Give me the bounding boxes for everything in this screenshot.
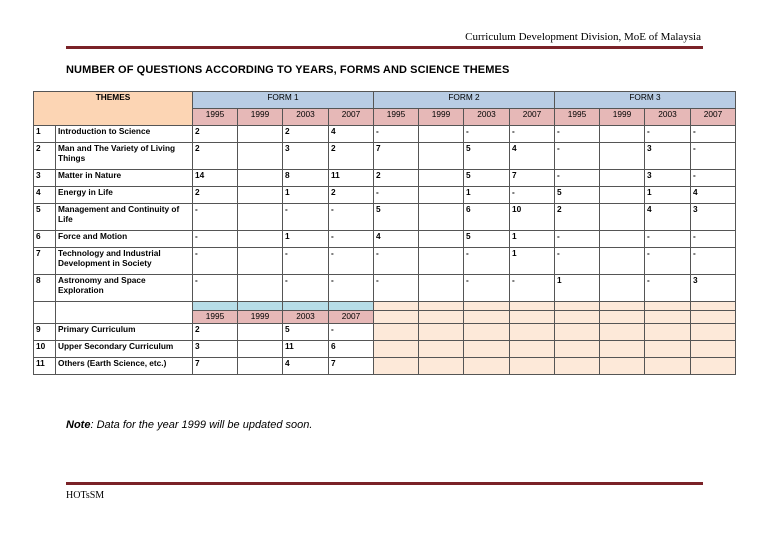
value-cell: - [555, 143, 600, 170]
value-cell: 11 [329, 170, 374, 187]
value-cell: - [464, 248, 510, 275]
value-cell: 4 [329, 126, 374, 143]
blank-cell [374, 341, 419, 358]
year-header: 2007 [510, 109, 555, 126]
value-cell: 2 [329, 187, 374, 204]
value-cell: - [691, 248, 736, 275]
blank-cell [419, 311, 464, 324]
value-cell: - [374, 187, 419, 204]
value-cell: - [691, 231, 736, 248]
value-cell: - [283, 275, 329, 302]
row-number: 7 [34, 248, 56, 275]
value-cell: 2 [555, 204, 600, 231]
value-cell: - [283, 248, 329, 275]
value-cell: 1 [283, 187, 329, 204]
blank-cell [464, 358, 510, 375]
value-cell: 5 [374, 204, 419, 231]
value-cell: - [329, 231, 374, 248]
value-cell: - [374, 126, 419, 143]
value-cell: - [193, 248, 238, 275]
value-cell: 5 [464, 170, 510, 187]
blank-cell [464, 324, 510, 341]
value-cell: 6 [329, 341, 374, 358]
value-cell: - [283, 204, 329, 231]
table-row [34, 275, 736, 302]
value-cell: - [645, 248, 691, 275]
value-cell: 8 [283, 170, 329, 187]
table-row [34, 204, 736, 231]
blank-cell [691, 311, 736, 324]
blank-cell [374, 311, 419, 324]
value-cell: 3 [691, 275, 736, 302]
value-cell: 1 [645, 187, 691, 204]
year-header: 2003 [464, 109, 510, 126]
form-header: FORM 2 [374, 92, 555, 109]
footer-text: HOTsSM [66, 490, 105, 501]
theme-name: Upper Secondary Curriculum [56, 341, 193, 358]
value-cell: - [374, 248, 419, 275]
value-cell [600, 275, 645, 302]
row-number: 1 [34, 126, 56, 143]
value-cell: 10 [510, 204, 555, 231]
blank-cell [600, 341, 645, 358]
row-number: 4 [34, 187, 56, 204]
blank-cell [600, 324, 645, 341]
theme-name: Man and The Variety of Living Things [56, 143, 193, 170]
year-header: 1999 [419, 109, 464, 126]
blank-cell [374, 358, 419, 375]
blank-cell [464, 311, 510, 324]
blank-cell [645, 341, 691, 358]
blank-cell [645, 324, 691, 341]
theme-name: Management and Continuity of Life [56, 204, 193, 231]
blank-cell [510, 311, 555, 324]
value-cell: - [193, 231, 238, 248]
form-header: FORM 1 [193, 92, 374, 109]
header-organization: Curriculum Development Division, MoE of Malaysia [465, 31, 701, 43]
blank-cell [510, 358, 555, 375]
value-cell: 7 [374, 143, 419, 170]
blank-cell [510, 324, 555, 341]
year-header: 1999 [600, 109, 645, 126]
sub-header-spacer-row [34, 302, 736, 311]
value-cell: 4 [283, 358, 329, 375]
value-cell: 2 [193, 126, 238, 143]
row-number: 9 [34, 324, 56, 341]
value-cell: 2 [283, 126, 329, 143]
value-cell: 3 [193, 341, 238, 358]
value-cell [238, 248, 283, 275]
blank-cell [600, 302, 645, 311]
value-cell: 1 [510, 248, 555, 275]
value-cell: 2 [329, 143, 374, 170]
blank-cell [374, 302, 419, 311]
note-label: Note [66, 419, 91, 431]
value-cell: 2 [193, 324, 238, 341]
blank-cell [645, 358, 691, 375]
value-cell [600, 187, 645, 204]
value-cell: 11 [283, 341, 329, 358]
value-cell: 7 [193, 358, 238, 375]
value-cell [419, 143, 464, 170]
blank-cell [645, 302, 691, 311]
year-header: 1999 [238, 311, 283, 324]
questions-table [33, 91, 736, 375]
value-cell: - [374, 275, 419, 302]
value-cell: 3 [645, 170, 691, 187]
year-header: 2007 [329, 109, 374, 126]
value-cell: - [510, 126, 555, 143]
value-cell [238, 204, 283, 231]
value-cell: - [329, 275, 374, 302]
value-cell: - [193, 204, 238, 231]
value-cell: - [645, 231, 691, 248]
table-row [34, 187, 736, 204]
value-cell: 2 [193, 143, 238, 170]
value-cell: - [691, 143, 736, 170]
value-cell [238, 324, 283, 341]
theme-name: Primary Curriculum [56, 324, 193, 341]
value-cell [419, 204, 464, 231]
value-cell [238, 275, 283, 302]
blank-cell [510, 302, 555, 311]
note-text: : Data for the year 1999 will be updated soon. [90, 419, 313, 431]
value-cell [238, 231, 283, 248]
blank-cell [555, 324, 600, 341]
blank-cell [419, 358, 464, 375]
blank-cell [419, 302, 464, 311]
value-cell: - [555, 248, 600, 275]
value-cell [238, 126, 283, 143]
value-cell: 14 [193, 170, 238, 187]
value-cell [600, 143, 645, 170]
value-cell: 1 [510, 231, 555, 248]
value-cell: - [464, 126, 510, 143]
value-cell [419, 248, 464, 275]
value-cell [419, 231, 464, 248]
year-header: 1995 [374, 109, 419, 126]
form-header: FORM 3 [555, 92, 736, 109]
value-cell: 1 [464, 187, 510, 204]
note [66, 419, 312, 431]
blank-cell [645, 311, 691, 324]
year-header: 2003 [645, 109, 691, 126]
value-cell: - [645, 126, 691, 143]
value-cell: - [510, 187, 555, 204]
value-cell: - [555, 170, 600, 187]
row-number: 2 [34, 143, 56, 170]
value-cell: - [329, 204, 374, 231]
value-cell [419, 187, 464, 204]
value-cell: - [645, 275, 691, 302]
themes-header: THEMES [34, 92, 193, 126]
value-cell [600, 126, 645, 143]
footer-rule [66, 482, 703, 485]
theme-name: Force and Motion [56, 231, 193, 248]
value-cell [600, 231, 645, 248]
blank-cell [600, 311, 645, 324]
value-cell [238, 187, 283, 204]
blank-cell [555, 341, 600, 358]
value-cell [238, 143, 283, 170]
blank-cell [691, 358, 736, 375]
value-cell: 7 [329, 358, 374, 375]
table-row [34, 231, 736, 248]
blank-cell [691, 341, 736, 358]
table-row [34, 248, 736, 275]
blank-cell [193, 302, 238, 311]
blank-cell [34, 302, 56, 324]
year-header: 2007 [329, 311, 374, 324]
blank-cell [555, 311, 600, 324]
value-cell [238, 170, 283, 187]
value-cell: 3 [691, 204, 736, 231]
row-number: 3 [34, 170, 56, 187]
value-cell: 4 [691, 187, 736, 204]
year-header: 2003 [283, 109, 329, 126]
blank-cell [374, 324, 419, 341]
value-cell: 4 [645, 204, 691, 231]
row-number: 6 [34, 231, 56, 248]
value-cell: 3 [283, 143, 329, 170]
year-header: 1995 [555, 109, 600, 126]
theme-name: Energy in Life [56, 187, 193, 204]
value-cell: 1 [555, 275, 600, 302]
theme-name: Others (Earth Science, etc.) [56, 358, 193, 375]
value-cell: 4 [374, 231, 419, 248]
blank-cell [419, 324, 464, 341]
value-cell [600, 248, 645, 275]
blank-cell [691, 302, 736, 311]
value-cell: 2 [193, 187, 238, 204]
row-number: 8 [34, 275, 56, 302]
theme-name: Astronomy and Space Exploration [56, 275, 193, 302]
value-cell: - [329, 324, 374, 341]
year-header: 2007 [691, 109, 736, 126]
value-cell [419, 126, 464, 143]
value-cell [419, 170, 464, 187]
value-cell: - [691, 170, 736, 187]
table-row [34, 341, 736, 358]
table-row [34, 324, 736, 341]
theme-name: Technology and Industrial Development in Society [56, 248, 193, 275]
value-cell: 5 [464, 231, 510, 248]
value-cell: 5 [464, 143, 510, 170]
value-cell: - [691, 126, 736, 143]
blank-cell [510, 341, 555, 358]
value-cell: 4 [510, 143, 555, 170]
value-cell: - [193, 275, 238, 302]
value-cell: 2 [374, 170, 419, 187]
value-cell: 5 [555, 187, 600, 204]
table-row [34, 126, 736, 143]
value-cell [419, 275, 464, 302]
value-cell: - [555, 126, 600, 143]
year-header: 1995 [193, 109, 238, 126]
blank-cell [283, 302, 329, 311]
value-cell: 7 [510, 170, 555, 187]
blank-cell [464, 302, 510, 311]
table-row [34, 143, 736, 170]
blank-cell [464, 341, 510, 358]
row-number: 5 [34, 204, 56, 231]
value-cell: 3 [645, 143, 691, 170]
year-header: 1995 [193, 311, 238, 324]
theme-name: Matter in Nature [56, 170, 193, 187]
value-cell [600, 204, 645, 231]
value-cell: 6 [464, 204, 510, 231]
value-cell: 5 [283, 324, 329, 341]
table-row [34, 358, 736, 375]
header-rule [66, 46, 703, 49]
value-cell [238, 341, 283, 358]
row-number: 10 [34, 341, 56, 358]
blank-cell [691, 324, 736, 341]
value-cell: - [510, 275, 555, 302]
value-cell: - [464, 275, 510, 302]
header-row-forms [34, 92, 736, 109]
value-cell: 1 [283, 231, 329, 248]
blank-cell [555, 302, 600, 311]
blank-cell [238, 302, 283, 311]
year-header: 2003 [283, 311, 329, 324]
document-title: NUMBER OF QUESTIONS ACCORDING TO YEARS, FORMS AND SCIENCE THEMES [66, 64, 510, 76]
blank-cell [419, 341, 464, 358]
row-number: 11 [34, 358, 56, 375]
theme-name: Introduction to Science [56, 126, 193, 143]
blank-cell [329, 302, 374, 311]
blank-cell [600, 358, 645, 375]
value-cell: - [555, 231, 600, 248]
year-header: 1999 [238, 109, 283, 126]
value-cell [238, 358, 283, 375]
blank-cell [56, 302, 193, 324]
table-row [34, 170, 736, 187]
value-cell: - [329, 248, 374, 275]
blank-cell [555, 358, 600, 375]
value-cell [600, 170, 645, 187]
